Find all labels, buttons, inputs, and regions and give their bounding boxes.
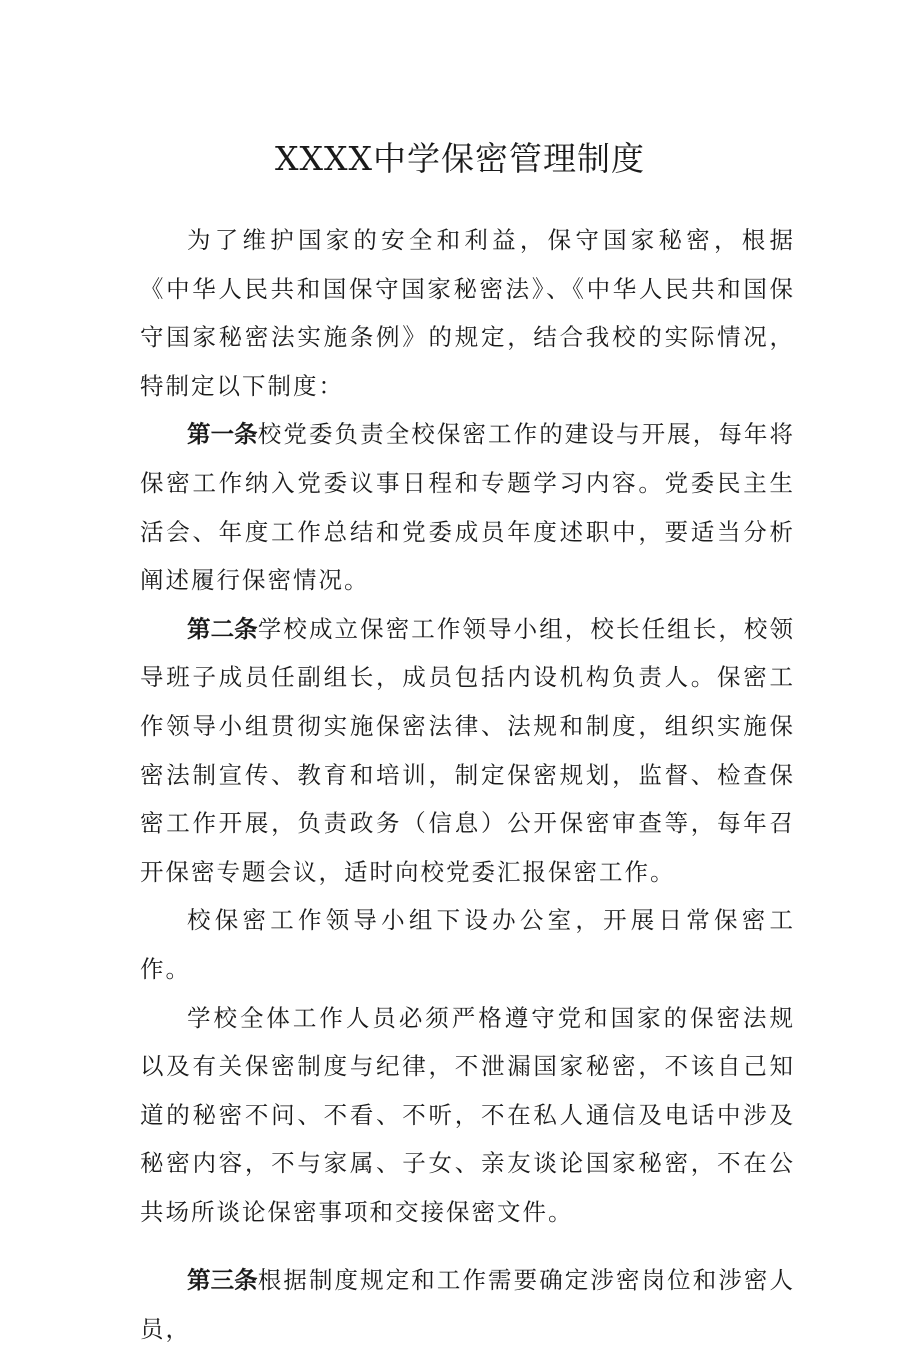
article-2-text: 学校成立保密工作领导小组，校长任组长，校领导班子成员任副组长，成员包括内设机构负责人。保密工作领导小组贯彻实施保密法律、法规和制度，组织实施保密法制宣传、教育和培训，制定保密规划，监督、检查保密工作开展，负责政务（信息）公开保密审查等，每年召开保密专题会议，适时向校党委汇报保密工作。: [140, 614, 796, 886]
article-3-text: 根据制度规定和工作需要确定涉密岗位和涉密人员，: [140, 1266, 796, 1344]
article-1-heading: 第一条: [187, 420, 258, 449]
article-1-text: 校党委负责全校保密工作的建设与开展，每年将保密工作纳入党委议事日程和专题学习内容。党委民主生活会、年度工作总结和党委成员年度述职中，要适当分析阐述履行保密情况。: [140, 420, 796, 595]
article-3-heading: 第三条: [187, 1266, 258, 1295]
intro-paragraph: 为了维护国家的安全和利益，保守国家秘密，根据《中华人民共和国保守国家秘密法》、《中华人民共和国保守国家秘密法实施条例》的规定，结合我校的实际情况，特制定以下制度：: [140, 226, 795, 400]
staff-paragraph: 学校全体工作人员必须严格遵守党和国家的保密法规以及有关保密制度与纪律，不泄漏国家秘密，不该自己知道的秘密不问、不看、不听，不在私人通信及电话中涉及秘密内容，不与家属、子女、亲友谈论国家秘密，不在公共场所谈论保密事项和交接保密文件。: [140, 1003, 795, 1226]
document-title: XXXX中学保密管理制度: [275, 139, 645, 179]
article-2-paragraph: [140, 605, 795, 897]
article-1-paragraph: [140, 410, 795, 604]
office-paragraph: 校保密工作领导小组下设办公室，开展日常保密工作。: [140, 906, 795, 983]
article-3-paragraph: [140, 1256, 795, 1353]
article-2-heading: 第二条: [187, 614, 258, 643]
document-body: [140, 216, 795, 1354]
